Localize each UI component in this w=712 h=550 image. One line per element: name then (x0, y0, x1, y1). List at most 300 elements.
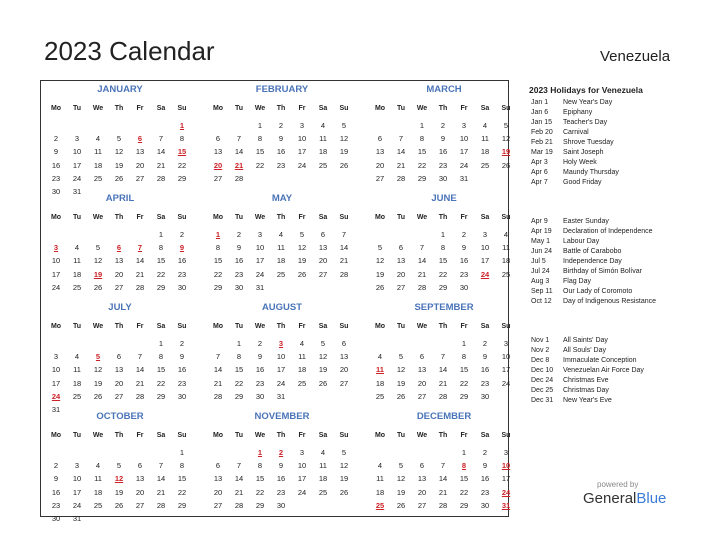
day-cell: 24 (255, 269, 265, 279)
day-cell: 15 (255, 474, 265, 484)
day-cell: 7 (341, 230, 347, 239)
day-cell: 28 (417, 282, 427, 292)
day-cell: 1 (257, 121, 263, 130)
day-cell: 16 (51, 160, 61, 170)
day-cell: 4 (320, 448, 326, 457)
month-name: MARCH (426, 84, 462, 95)
day-cell: 12 (318, 352, 328, 362)
weekday-header: Su (339, 323, 349, 330)
day-cell: 19 (396, 487, 406, 497)
weekday-header: Mo (50, 214, 62, 221)
day-cell: 17 (459, 147, 469, 157)
weekday-header: Tu (72, 432, 82, 439)
holiday-date: Feb 20 (531, 129, 553, 137)
weekday-header: Th (276, 214, 286, 221)
day-cell: 15 (234, 365, 244, 375)
weekday-header: Mo (50, 323, 62, 330)
holiday-day-cell: 25 (375, 500, 385, 510)
weekday-header: Su (177, 105, 187, 112)
holiday-name: Birthday of Simón Bolívar (563, 268, 642, 276)
weekday-header: Su (501, 214, 511, 221)
holiday-date: Mar 19 (531, 149, 553, 157)
day-cell: 17 (51, 378, 61, 388)
weekday-header: We (416, 105, 428, 112)
weekday-header: Tu (234, 214, 244, 221)
weekday-header: Mo (374, 432, 386, 439)
day-cell: 11 (277, 243, 285, 253)
holiday-day-cell: 24 (501, 487, 511, 497)
day-cell: 18 (72, 269, 82, 279)
day-cell: 4 (95, 461, 101, 471)
day-cell: 21 (417, 269, 427, 279)
day-cell: 30 (459, 282, 469, 292)
day-cell: 8 (440, 243, 446, 253)
holiday-name: New Year's Day (563, 99, 613, 106)
month-february (207, 84, 357, 192)
day-cell: 27 (396, 282, 406, 292)
day-cell: 24 (276, 378, 286, 388)
day-cell: 23 (480, 378, 490, 388)
holiday-day-cell: 3 (278, 339, 284, 348)
day-cell: 3 (74, 134, 80, 144)
day-cell: 1 (158, 230, 164, 239)
day-cell: 23 (177, 269, 187, 279)
day-cell: 16 (177, 365, 187, 375)
weekday-header: Sa (156, 432, 166, 439)
calendar-grid (40, 80, 511, 523)
day-cell: 11 (73, 365, 81, 375)
day-cell: 10 (51, 365, 61, 375)
day-cell: 27 (135, 173, 145, 183)
day-cell: 17 (501, 474, 511, 484)
day-cell: 25 (93, 173, 103, 183)
day-cell: 13 (135, 474, 145, 484)
generalblue-logo[interactable] (583, 490, 666, 507)
day-cell: 14 (234, 474, 244, 484)
day-cell: 26 (339, 160, 349, 170)
weekday-header: Tu (234, 105, 244, 112)
day-cell: 22 (438, 269, 448, 279)
day-cell: 6 (215, 461, 221, 471)
day-cell: 8 (215, 243, 221, 253)
day-cell: 8 (158, 243, 164, 253)
day-cell: 18 (297, 365, 307, 375)
holiday-name: Maundy Thursday (563, 169, 619, 177)
day-cell: 28 (135, 282, 145, 292)
holiday-day-cell: 2 (278, 448, 284, 457)
day-cell: 7 (440, 352, 446, 362)
day-cell: 28 (234, 173, 244, 183)
day-cell: 20 (339, 365, 349, 375)
day-cell: 23 (276, 487, 286, 497)
month-july (45, 302, 195, 414)
day-cell: 10 (297, 461, 307, 471)
holiday-date: Apr 6 (531, 169, 548, 177)
day-cell: 7 (236, 134, 242, 144)
day-cell: 2 (482, 339, 488, 348)
day-cell: 2 (482, 448, 488, 457)
weekday-header: Tu (234, 323, 244, 330)
brand-word-blue: Blue (636, 490, 667, 507)
day-cell: 25 (276, 269, 286, 279)
day-cell: 25 (93, 500, 103, 510)
day-cell: 21 (234, 487, 244, 497)
day-cell: 15 (417, 147, 427, 157)
day-cell: 20 (114, 269, 124, 279)
day-cell: 18 (375, 378, 385, 388)
day-cell: 10 (72, 474, 82, 484)
day-cell: 22 (417, 160, 427, 170)
day-cell: 3 (461, 121, 467, 130)
holiday-date: Dec 25 (531, 387, 554, 395)
day-cell: 17 (72, 160, 82, 170)
day-cell: 5 (299, 230, 305, 239)
day-cell: 3 (503, 339, 509, 348)
day-cell: 31 (459, 173, 469, 183)
day-cell: 14 (417, 256, 427, 266)
day-cell: 4 (377, 461, 383, 471)
day-cell: 23 (234, 269, 244, 279)
holiday-day-cell: 6 (116, 243, 122, 253)
weekday-header: Fr (460, 105, 468, 112)
day-cell: 17 (297, 474, 307, 484)
day-cell: 1 (440, 230, 446, 239)
day-cell: 12 (501, 134, 511, 144)
day-cell: 13 (417, 365, 427, 375)
day-cell: 6 (398, 243, 404, 253)
day-cell: 16 (480, 474, 490, 484)
day-cell: 19 (375, 269, 385, 279)
day-cell: 30 (177, 282, 187, 292)
holiday-name: Day of Indigenous Resistance (563, 298, 656, 306)
day-cell: 2 (257, 339, 263, 348)
holiday-date: Jan 1 (531, 99, 549, 106)
day-cell: 13 (417, 474, 427, 484)
weekday-header: Mo (374, 105, 386, 112)
day-cell: 31 (72, 187, 82, 196)
day-cell: 3 (257, 230, 263, 239)
day-cell: 9 (482, 352, 488, 362)
day-cell: 10 (480, 243, 490, 253)
day-cell: 24 (72, 500, 82, 510)
month-april (45, 193, 195, 301)
day-cell: 26 (114, 500, 124, 510)
weekday-header: Tu (396, 214, 406, 221)
day-cell: 23 (459, 269, 469, 279)
day-cell: 12 (93, 256, 103, 266)
day-cell: 29 (459, 500, 469, 510)
day-cell: 13 (114, 256, 124, 266)
day-cell: 3 (299, 121, 305, 130)
day-cell: 27 (114, 282, 124, 292)
day-cell: 24 (72, 173, 82, 183)
weekday-header: Fr (460, 323, 468, 330)
month-name: MAY (271, 193, 293, 204)
month-august (207, 302, 357, 410)
day-cell: 3 (503, 448, 509, 457)
day-cell: 5 (398, 352, 404, 362)
day-cell: 14 (156, 474, 166, 484)
day-cell: 9 (461, 243, 467, 253)
day-cell: 10 (51, 256, 61, 266)
day-cell: 5 (398, 461, 404, 471)
day-cell: 2 (53, 461, 59, 471)
day-cell: 16 (459, 256, 469, 266)
weekday-header: We (92, 214, 104, 221)
holiday-name: All Saints' Day (563, 337, 608, 344)
day-cell: 4 (74, 243, 80, 253)
holiday-name: Carnival (563, 129, 589, 137)
weekday-header: Sa (318, 323, 328, 330)
day-cell: 20 (417, 487, 427, 497)
day-cell: 30 (438, 173, 448, 183)
day-cell: 8 (179, 461, 185, 471)
day-cell: 19 (339, 147, 349, 157)
day-cell: 18 (375, 487, 385, 497)
day-cell: 22 (177, 487, 187, 497)
day-cell: 21 (438, 487, 448, 497)
weekday-header: Tu (72, 323, 82, 330)
day-cell: 6 (137, 461, 143, 471)
holiday-name: New Year's Eve (563, 397, 612, 405)
day-cell: 6 (320, 230, 326, 239)
day-cell: 31 (72, 514, 82, 523)
day-cell: 13 (375, 147, 385, 157)
holiday-day-cell: 24 (480, 269, 490, 279)
day-cell: 7 (236, 461, 242, 471)
weekday-header: Th (276, 105, 286, 112)
holiday-day-cell: 19 (93, 269, 103, 279)
day-cell: 11 (319, 461, 327, 471)
day-cell: 16 (234, 256, 244, 266)
day-cell: 12 (339, 134, 349, 144)
day-cell: 11 (376, 474, 384, 484)
day-cell: 31 (276, 391, 286, 401)
weekday-header: Mo (212, 323, 224, 330)
day-cell: 14 (213, 365, 223, 375)
weekday-header: Fr (298, 214, 306, 221)
day-cell: 2 (179, 339, 185, 348)
day-cell: 5 (377, 243, 383, 253)
day-cell: 7 (398, 134, 404, 144)
day-cell: 31 (255, 282, 265, 292)
day-cell: 6 (215, 134, 221, 144)
day-cell: 12 (396, 474, 406, 484)
month-name: DECEMBER (416, 411, 472, 422)
holiday-day-cell: 10 (501, 461, 511, 471)
day-cell: 22 (459, 487, 469, 497)
holiday-day-cell: 12 (114, 474, 124, 484)
weekday-header: Su (177, 323, 187, 330)
day-cell: 3 (74, 461, 80, 471)
day-cell: 23 (480, 487, 490, 497)
day-cell: 18 (93, 160, 103, 170)
holiday-name: Teacher's Day (563, 119, 608, 127)
day-cell: 1 (461, 448, 467, 457)
weekday-header: Fr (460, 432, 468, 439)
weekday-header: Su (501, 105, 511, 112)
holiday-name: Declaration of Independence (563, 228, 653, 236)
day-cell: 13 (213, 147, 223, 157)
day-cell: 14 (438, 365, 448, 375)
weekday-header: Sa (318, 105, 328, 112)
day-cell: 20 (375, 160, 385, 170)
day-cell: 10 (501, 352, 511, 362)
day-cell: 21 (339, 256, 349, 266)
month-october (45, 411, 195, 523)
weekday-header: Fr (136, 432, 144, 439)
day-cell: 16 (276, 147, 286, 157)
day-cell: 7 (215, 352, 221, 362)
weekday-header: We (254, 323, 266, 330)
day-cell: 26 (375, 282, 385, 292)
day-cell: 28 (234, 500, 244, 510)
day-cell: 9 (482, 461, 488, 471)
day-cell: 8 (419, 134, 425, 144)
day-cell: 15 (213, 256, 223, 266)
month-name: NOVEMBER (254, 411, 310, 422)
day-cell: 28 (438, 500, 448, 510)
day-cell: 17 (276, 365, 286, 375)
day-cell: 9 (53, 474, 59, 484)
day-cell: 4 (299, 339, 305, 348)
day-cell: 29 (234, 391, 244, 401)
month-name: JULY (108, 302, 132, 313)
day-cell: 9 (257, 352, 263, 362)
day-cell: 26 (396, 391, 406, 401)
holiday-day-cell: 6 (137, 134, 143, 144)
day-cell: 21 (438, 378, 448, 388)
month-name: AUGUST (261, 302, 303, 313)
day-cell: 22 (156, 269, 166, 279)
powered-by-text: powered by (597, 480, 639, 489)
day-cell: 11 (319, 134, 327, 144)
weekday-header: Fr (460, 214, 468, 221)
day-cell: 28 (213, 391, 223, 401)
day-cell: 2 (461, 230, 467, 239)
day-cell: 14 (156, 147, 166, 157)
day-cell: 23 (51, 173, 61, 183)
day-cell: 27 (213, 173, 223, 183)
day-cell: 8 (236, 352, 242, 362)
weekday-header: Su (501, 432, 511, 439)
day-cell: 5 (320, 339, 326, 348)
weekday-header: We (254, 432, 266, 439)
day-cell: 13 (396, 256, 406, 266)
weekday-header: Mo (212, 214, 224, 221)
holiday-name: Good Friday (563, 179, 602, 187)
day-cell: 24 (297, 487, 307, 497)
day-cell: 2 (179, 230, 185, 239)
holiday-day-cell: 1 (179, 121, 185, 130)
day-cell: 4 (377, 352, 383, 362)
day-cell: 14 (396, 147, 406, 157)
day-cell: 19 (396, 378, 406, 388)
day-cell: 30 (177, 391, 187, 401)
day-cell: 31 (51, 405, 61, 414)
day-cell: 11 (298, 352, 306, 362)
day-cell: 7 (440, 461, 446, 471)
day-cell: 21 (156, 160, 166, 170)
weekday-header: We (254, 214, 266, 221)
holiday-date: Jan 15 (531, 119, 553, 127)
day-cell: 25 (72, 391, 82, 401)
day-cell: 26 (114, 173, 124, 183)
day-cell: 27 (417, 391, 427, 401)
day-cell: 30 (51, 514, 61, 523)
weekday-header: Sa (480, 432, 490, 439)
holiday-day-cell: 7 (137, 243, 143, 253)
day-cell: 25 (318, 487, 328, 497)
day-cell: 1 (158, 339, 164, 348)
day-cell: 5 (116, 461, 122, 471)
holiday-day-cell: 31 (501, 500, 511, 510)
day-cell: 30 (51, 187, 61, 196)
day-cell: 5 (116, 134, 122, 144)
holiday-date: Dec 24 (531, 377, 554, 385)
day-cell: 19 (93, 378, 103, 388)
day-cell: 27 (339, 378, 349, 388)
day-cell: 16 (276, 474, 286, 484)
weekday-header: Th (276, 432, 286, 439)
day-cell: 16 (51, 487, 61, 497)
day-cell: 21 (396, 160, 406, 170)
day-cell: 4 (320, 121, 326, 130)
weekday-header: We (416, 432, 428, 439)
weekday-header: We (92, 105, 104, 112)
weekday-header: Mo (374, 323, 386, 330)
holiday-day-cell: 1 (257, 448, 263, 457)
day-cell: 6 (377, 134, 383, 144)
day-cell: 26 (501, 160, 511, 170)
holiday-date: Apr 7 (531, 179, 548, 187)
holiday-date: Dec 10 (531, 367, 554, 375)
holiday-date: Jan 6 (531, 109, 549, 117)
day-cell: 7 (158, 461, 164, 471)
holiday-name: Our Lady of Coromoto (563, 288, 633, 296)
day-cell: 29 (177, 173, 187, 183)
day-cell: 20 (135, 160, 145, 170)
day-cell: 21 (135, 269, 145, 279)
holiday-name: Epiphany (563, 109, 593, 117)
day-cell: 27 (114, 391, 124, 401)
day-cell: 10 (72, 147, 82, 157)
day-cell: 3 (299, 448, 305, 457)
day-cell: 25 (501, 269, 511, 279)
weekday-header: Sa (156, 105, 166, 112)
weekday-header: Fr (298, 432, 306, 439)
day-cell: 22 (255, 160, 265, 170)
day-cell: 8 (257, 461, 263, 471)
holiday-name: Independence Day (563, 258, 622, 266)
holiday-day-cell: 8 (461, 461, 467, 471)
holiday-day-cell: 5 (95, 352, 101, 362)
weekday-header: Th (438, 105, 448, 112)
day-cell: 30 (480, 391, 490, 401)
day-cell: 26 (396, 500, 406, 510)
page-title: 2023 Calendar (44, 36, 215, 66)
country-label: Venezuela (600, 48, 671, 65)
day-cell: 29 (156, 391, 166, 401)
day-cell: 23 (438, 160, 448, 170)
day-cell: 20 (318, 256, 328, 266)
weekday-header: Su (501, 323, 511, 330)
weekday-header: Fr (298, 323, 306, 330)
weekday-header: Mo (50, 105, 62, 112)
day-cell: 17 (297, 147, 307, 157)
day-cell: 14 (234, 147, 244, 157)
holiday-date: Jul 24 (531, 268, 550, 276)
